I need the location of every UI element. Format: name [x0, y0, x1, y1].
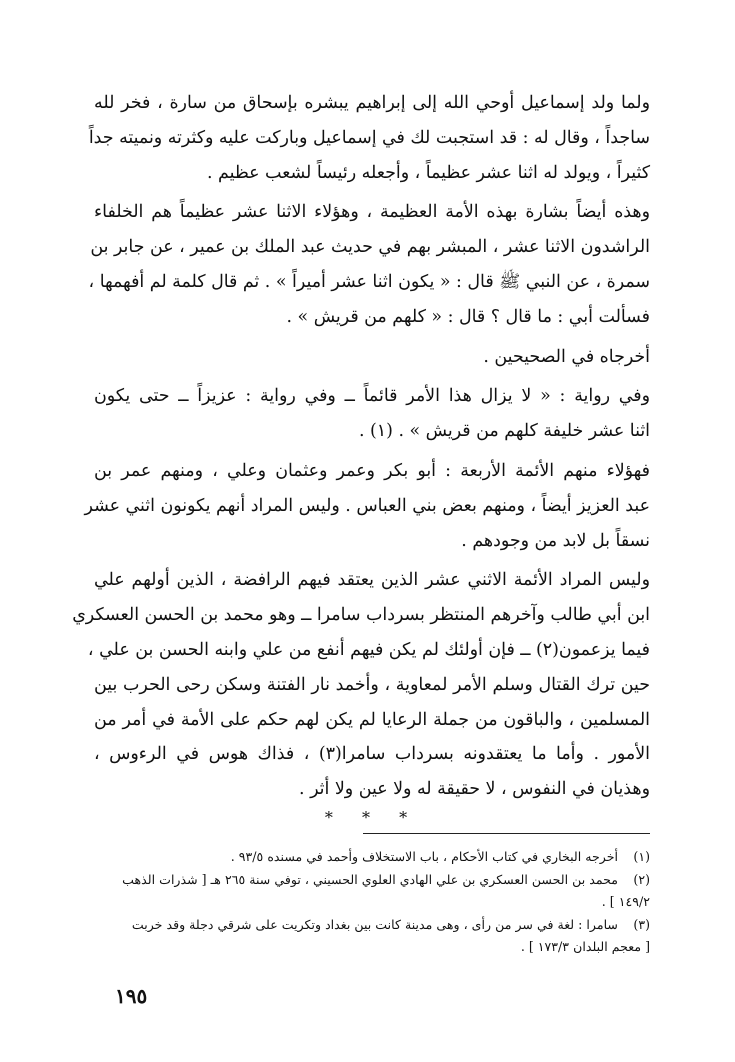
text-line: ابن أبي طالب وآخرهم المنتظر بسرداب سامرا ــ وهو محمد بن الحسن العسكري: [72, 605, 650, 626]
footnote: [94, 846, 650, 869]
text-line: ولما ولد إسماعيل أوحي الله إلى إبراهيم يبشره بإسحاق من سارة ، فخر لله: [94, 93, 650, 113]
text-line: كثيراً ، ويولد له اثنا عشر عظيماً ، وأجعله رئيساً لشعب عظيم .: [206, 162, 650, 183]
footnote-text: أخرجه البخاري في كتاب الأحكام ، باب الاستخلاف وأحمد في مسنده ٩٣/٥ .: [230, 849, 618, 864]
footnote-text: ١٤٩/٢ ] .: [601, 894, 650, 910]
footnote-number: (١): [633, 849, 650, 864]
text-line: ساجداً ، وقال له : قد استجبت لك في إسماعيل وباركت عليه وكثرته ونميته جداً: [88, 127, 650, 148]
section-separator: * * *: [324, 807, 420, 827]
footnote: [94, 914, 650, 959]
footnote-number: (٣): [633, 916, 650, 932]
footnote-divider: [363, 833, 650, 834]
text-line: حين ترك القتال وسلم الأمر لمعاوية ، وأخمد نار الفتنة وسكن رحى الحرب بين: [94, 674, 650, 695]
text-line: فسألت أبي : ما قال ؟ قال : « كلهم من قريش » .: [286, 306, 650, 327]
paragraph: [88, 195, 650, 334]
text-line: وهذه أيضاً بشارة بهذه الأمة العظيمة ، وهؤلاء الاثنا عشر عظيماً هم الخلفاء: [94, 202, 650, 223]
text-line: عبد العزيز أيضاً ، ومنهم بعض بني العباس . وليس المراد أنهم يكونون اثني عشر: [84, 495, 650, 516]
footnote-number: (٢): [633, 871, 650, 887]
footnote-text: محمد بن الحسن العسكري بن علي الهادي العلوي الحسيني ، توفي سنة ٢٦٥ هـ [ شذرات الذهب: [122, 871, 618, 887]
text-line: وفي رواية : « لا يزال هذا الأمر قائماً ــ وفي رواية : عزيزاً ــ حتى يكون: [94, 386, 650, 407]
text-line: سمرة ، عن النبي ﷺ قال : « يكون اثنا عشر أميراً » . ثم قال كلمة لم أفهمها ،: [88, 271, 650, 292]
footnote-text: [ معجم البلدان ١٧٣/٣ ] .: [520, 939, 650, 955]
paragraph: [72, 563, 650, 807]
text-line: فهؤلاء منهم الأئمة الأربعة : أبو بكر وعمر وعثمان وعلي ، ومنهم عمر بن: [94, 460, 650, 481]
paragraph: [88, 86, 650, 190]
footnote: [94, 869, 650, 914]
main-text: [72, 86, 650, 838]
text-line: أخرجاه في الصحيحين .: [483, 346, 650, 367]
text-line: المسلمين ، والباقون من جملة الرعايا لم يكن لهم حكم على الأمة في أمر من: [94, 709, 650, 730]
page-number: ١٩٥: [115, 984, 148, 1008]
paragraph: [94, 340, 650, 375]
paragraph: [84, 454, 650, 558]
paragraph: [94, 379, 650, 449]
text-line: فيما يزعمون(٢) ــ فإن أولئك لم يكن فيهم أنفع من علي وابنه الحسن بن علي ،: [87, 639, 650, 660]
text-line: اثنا عشر خليفة كلهم من قريش » . (١) .: [358, 421, 650, 442]
text-line: وليس المراد الأئمة الاثني عشر الذين يعتقد فيهم الرافضة ، الذين أولهم علي: [94, 570, 650, 591]
text-line: نسقاً بل لابد من وجودهم .: [461, 530, 650, 551]
footnote-text: سامرا : لغة في سر من رأى ، وهى مدينة كانت بين بغداد وتكريت على شرقي دجلة وقد خربت: [131, 916, 618, 932]
text-line: الراشدون الاثنا عشر ، المبشر بهم في حديث عبد الملك بن عمير ، عن جابر بن: [90, 237, 650, 258]
text-line: الأمور . وأما ما يعتقدونه بسرداب سامرا(٣) ، فذاك هوس في الرءوس ،: [94, 744, 650, 765]
footnotes: [94, 846, 650, 959]
text-line: وهذيان في النفوس ، لا حقيقة له ولا عين ولا أثر .: [299, 779, 650, 800]
